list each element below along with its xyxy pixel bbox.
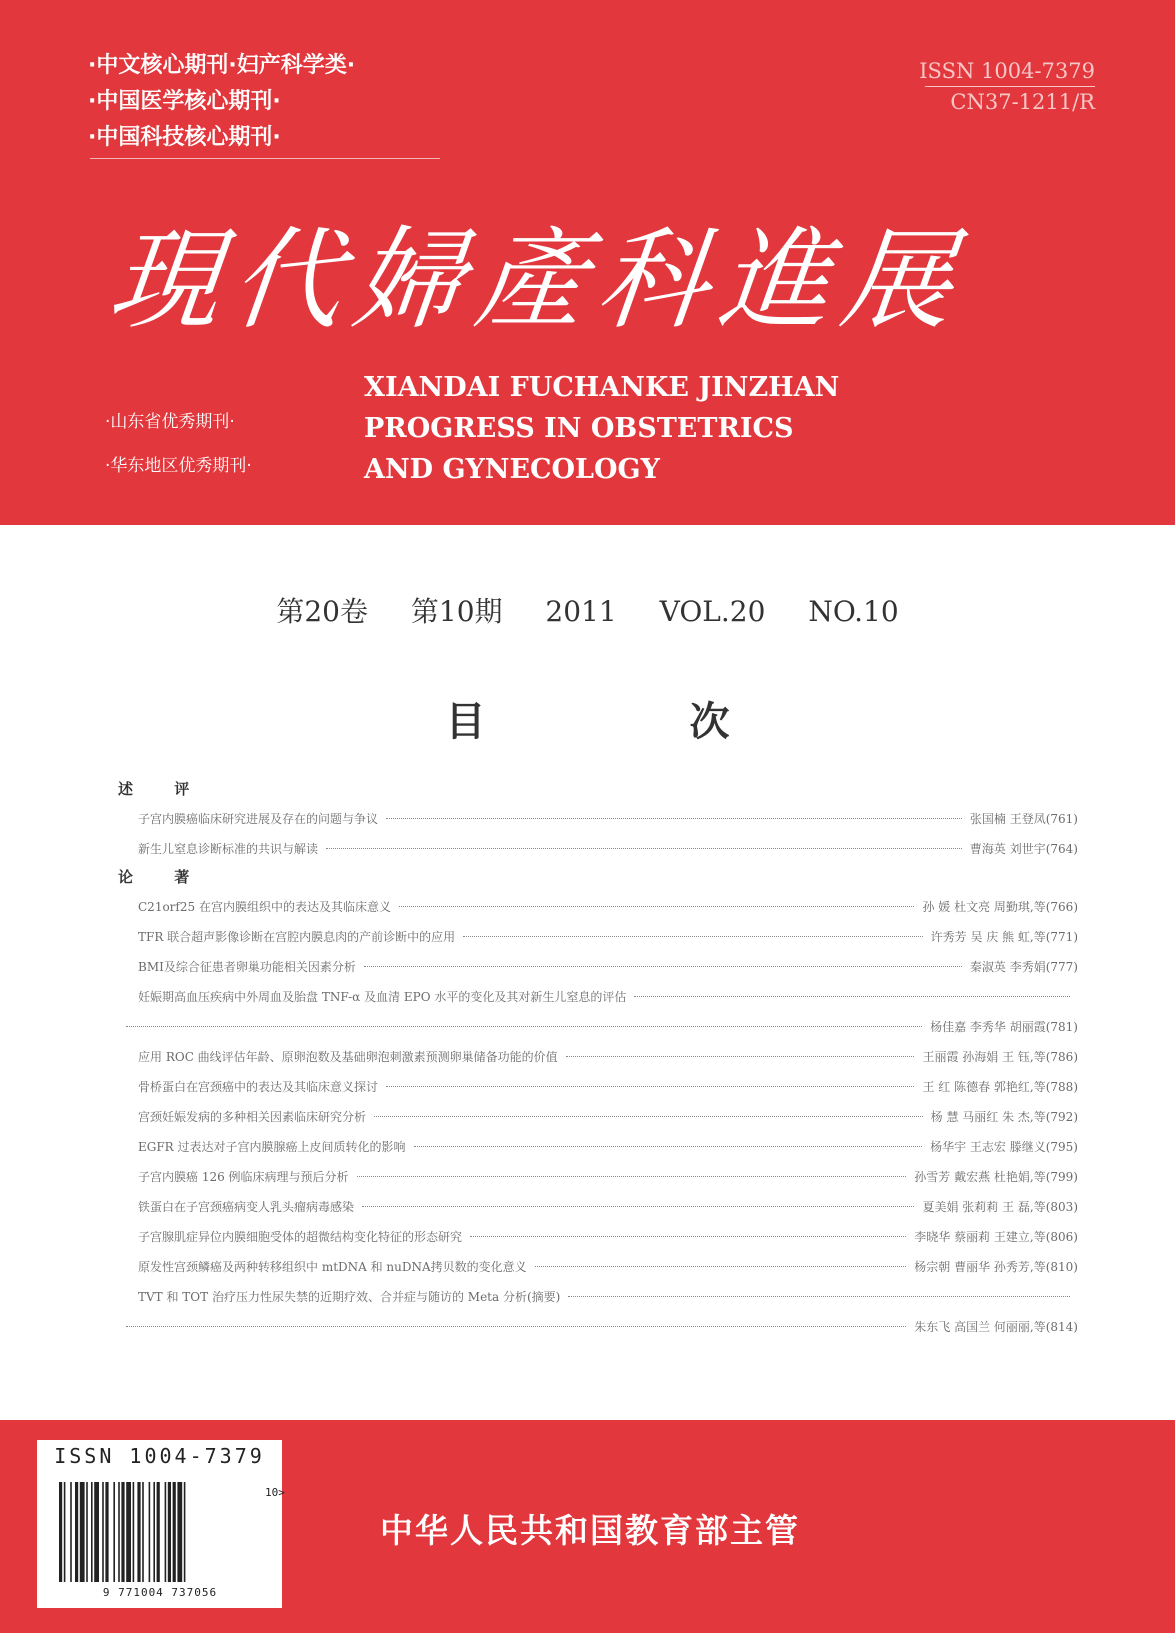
toc-leader-dots [634, 996, 1070, 997]
toc-leader-dots [357, 1176, 907, 1177]
toc-leader-dots [364, 966, 962, 967]
barcode-bar [105, 1482, 108, 1582]
barcode-supplement: 10> [265, 1486, 285, 1499]
cn-number: CN37-1211/R [950, 90, 1095, 114]
toc-entry[interactable] [118, 891, 1078, 921]
toc-entry-authors: 孙 媛 杜文亮 周勤琪,等(766) [922, 899, 1078, 914]
barcode-bar [80, 1482, 85, 1582]
toc-entry-authors: 曹海英 刘世宇(764) [969, 841, 1078, 856]
badge-line: ·中国科技核心期刊· [88, 125, 281, 150]
toc-leader-dots [126, 1326, 906, 1327]
volume-en: VOL.20 [659, 595, 766, 628]
journal-title-english [364, 367, 839, 490]
barcode-bar [157, 1482, 160, 1582]
toc-entry-title: C21orf25 在宫内膜组织中的表达及其临床意义 [138, 899, 391, 914]
toc-entry[interactable] [118, 1131, 1078, 1161]
barcode-bar [126, 1482, 131, 1582]
toc-leader-dots [326, 848, 962, 849]
toc-entry[interactable] [118, 833, 1078, 863]
toc-entry[interactable] [118, 1221, 1078, 1251]
barcode-bar [113, 1482, 115, 1582]
toc-entry-title: 宫颈妊娠发病的多种相关因素临床研究分析 [138, 1109, 367, 1124]
regional-badges [105, 400, 252, 488]
barcode-bar [102, 1482, 104, 1582]
toc-entry-authors: 朱东飞 高国兰 何丽丽,等(814) [914, 1319, 1078, 1334]
toc-entry-title: TFR 联合超声影像诊断在宫腔内膜息肉的产前诊断中的应用 [138, 929, 456, 944]
toc-entry[interactable] [118, 803, 1078, 833]
barcode-bar [142, 1482, 144, 1582]
barcode-bar [184, 1482, 186, 1582]
barcode-bar [70, 1482, 72, 1582]
number-en: NO.10 [808, 595, 899, 628]
toc-leader-dots [568, 1296, 1070, 1297]
toc-entry-authors: 杨佳嘉 李秀华 胡丽霞(781) [930, 1019, 1078, 1034]
toc-entry-authors: 孙雪芳 戴宏燕 杜艳娟,等(799) [914, 1169, 1078, 1184]
toc-entry-authors: 许秀芳 吴 庆 熊 虹,等(771) [930, 929, 1078, 944]
number-cn: 第10期 [410, 595, 503, 628]
toc-entry[interactable] [118, 1281, 1078, 1311]
issn-number: ISSN 1004-7379 [919, 59, 1095, 83]
badge-line: ·中文核心期刊·妇产科学类· [88, 53, 356, 78]
barcode-bar [121, 1482, 124, 1582]
volume-cn: 第20卷 [276, 595, 368, 628]
journal-title-calligraphy: 現代婦產科進展 [103, 216, 971, 344]
barcode-bar [168, 1482, 171, 1582]
toc-entry-authors: 王丽霞 孙海娟 王 钰,等(786) [922, 1049, 1078, 1064]
toc-entry[interactable] [118, 1011, 1078, 1041]
badge-divider [90, 158, 440, 159]
toc-entry-authors: 杨华宇 王志宏 滕继义(795) [930, 1139, 1078, 1154]
toc-entry-title: 子宫内膜癌 126 例临床病理与预后分析 [138, 1169, 349, 1184]
barcode-bar [177, 1482, 182, 1582]
toc-entry-title: BMI及综合征患者卵巢功能相关因素分析 [138, 959, 356, 974]
badge-line: ·中国医学核心期刊· [88, 89, 281, 114]
title-en-line: PROGRESS IN OBSTETRICS [364, 413, 794, 444]
title-en-line: XIANDAI FUCHANKE JINZHAN [364, 372, 840, 403]
toc-leader-dots [463, 936, 922, 937]
badge-line: ·山东省优秀期刊· [105, 412, 235, 432]
toc-entry-authors: 夏美娟 张莉莉 王 磊,等(803) [922, 1199, 1078, 1214]
toc-entry[interactable] [118, 1101, 1078, 1131]
barcode-bar [153, 1482, 155, 1582]
barcode-issn: ISSN 1004-7379 [54, 1444, 265, 1468]
barcode-bar [75, 1482, 78, 1582]
toc-entry-authors: 王 红 陈德春 郭艳红,等(788) [922, 1079, 1078, 1094]
toc-leader-dots [470, 1236, 906, 1237]
toc-leader-dots [386, 818, 962, 819]
toc-leader-dots [414, 1146, 923, 1147]
barcode-bar [133, 1482, 135, 1582]
toc-leader-dots [535, 1266, 907, 1267]
cover-footer-band [0, 1420, 1175, 1633]
toc-entry-title: 铁蛋白在子宫颈癌病变人乳头瘤病毒感染 [138, 1199, 355, 1214]
table-of-contents [118, 775, 1078, 1341]
barcode-bar [118, 1482, 120, 1582]
toc-entry-title: 子宫内膜癌临床研究进展及存在的问题与争议 [138, 811, 379, 826]
toc-entry[interactable] [118, 981, 1078, 1011]
toc-leader-dots [386, 1086, 914, 1087]
toc-entry-title: 新生儿窒息诊断标准的共识与解读 [138, 841, 319, 856]
toc-entry-authors: 李晓华 蔡丽莉 王建立,等(806) [914, 1229, 1078, 1244]
toc-entry[interactable] [118, 1161, 1078, 1191]
toc-entry[interactable] [118, 1191, 1078, 1221]
toc-entry[interactable] [118, 951, 1078, 981]
barcode-bar [64, 1482, 66, 1582]
toc-entry-title: TVT 和 TOT 治疗压力性尿失禁的近期疗效、合并症与随访的 Meta 分析(摘要) [138, 1289, 561, 1304]
toc-entry[interactable] [118, 921, 1078, 951]
barcode-bar [137, 1482, 140, 1582]
toc-entry-authors: 杨 慧 马丽红 朱 杰,等(792) [930, 1109, 1078, 1124]
barcode-bar [86, 1482, 88, 1582]
toc-leader-dots [399, 906, 915, 907]
barcode-bar [165, 1482, 167, 1582]
toc-entry-title: EGFR 过表达对子宫内膜腺癌上皮间质转化的影响 [138, 1139, 406, 1154]
badge-line: ·华东地区优秀期刊· [105, 456, 252, 476]
toc-entry-title: 应用 ROC 曲线评估年龄、原卵泡数及基础卵泡刺激素预测卵巢储备功能的价值 [138, 1049, 558, 1064]
year: 2011 [545, 595, 617, 628]
toc-entry[interactable] [118, 1311, 1078, 1341]
title-en-line: AND GYNECOLOGY [364, 454, 660, 485]
barcode-icon [59, 1482, 259, 1582]
toc-entry[interactable] [118, 1071, 1078, 1101]
toc-entry-authors: 杨宗朝 曹丽华 孙秀芳,等(810) [914, 1259, 1078, 1274]
core-journal-badges [88, 48, 355, 156]
issue-info [0, 590, 1175, 630]
toc-entry-title: 子宫腺肌症异位内膜细胞受体的超微结构变化特征的形态研究 [138, 1229, 463, 1244]
toc-entry-authors: 秦淑英 李秀娟(777) [969, 959, 1078, 974]
toc-entry-title: 妊娠期高血压疾病中外周血及胎盘 TNF-α 及血清 EPO 水平的变化及其对新生儿窒息的评估 [138, 989, 627, 1004]
toc-leader-dots [374, 1116, 923, 1117]
toc-entry[interactable] [118, 1041, 1078, 1071]
toc-leader-dots [362, 1206, 914, 1207]
toc-section-heading: 论 著 [118, 868, 208, 886]
barcode-bar [149, 1482, 151, 1582]
toc-entry-title: 骨桥蛋白在宫颈癌中的表达及其临床意义探讨 [138, 1079, 379, 1094]
publisher-line: 中华人民共和国教育部主管 [380, 1511, 800, 1550]
barcode-panel [37, 1440, 285, 1608]
toc-entry-authors: 张国楠 王登凤(761) [969, 811, 1078, 826]
toc-leader-dots [566, 1056, 915, 1057]
cover-header-band [0, 0, 1175, 525]
contents-heading: 目 次 [445, 698, 825, 745]
issn-block [919, 56, 1095, 117]
toc-entry-title: 原发性宫颈鳞癌及两种转移组织中 mtDNA 和 nuDNA拷贝数的变化意义 [138, 1259, 527, 1274]
barcode-bar [94, 1482, 99, 1582]
barcode-bar [173, 1482, 176, 1582]
barcode-bar [91, 1482, 93, 1582]
barcode-number: 9 771004 737056 [102, 1586, 218, 1599]
barcode-bar [59, 1482, 62, 1582]
toc-entry[interactable] [118, 1251, 1078, 1281]
toc-section-heading: 述 评 [118, 780, 208, 798]
toc-leader-dots [126, 1026, 922, 1027]
